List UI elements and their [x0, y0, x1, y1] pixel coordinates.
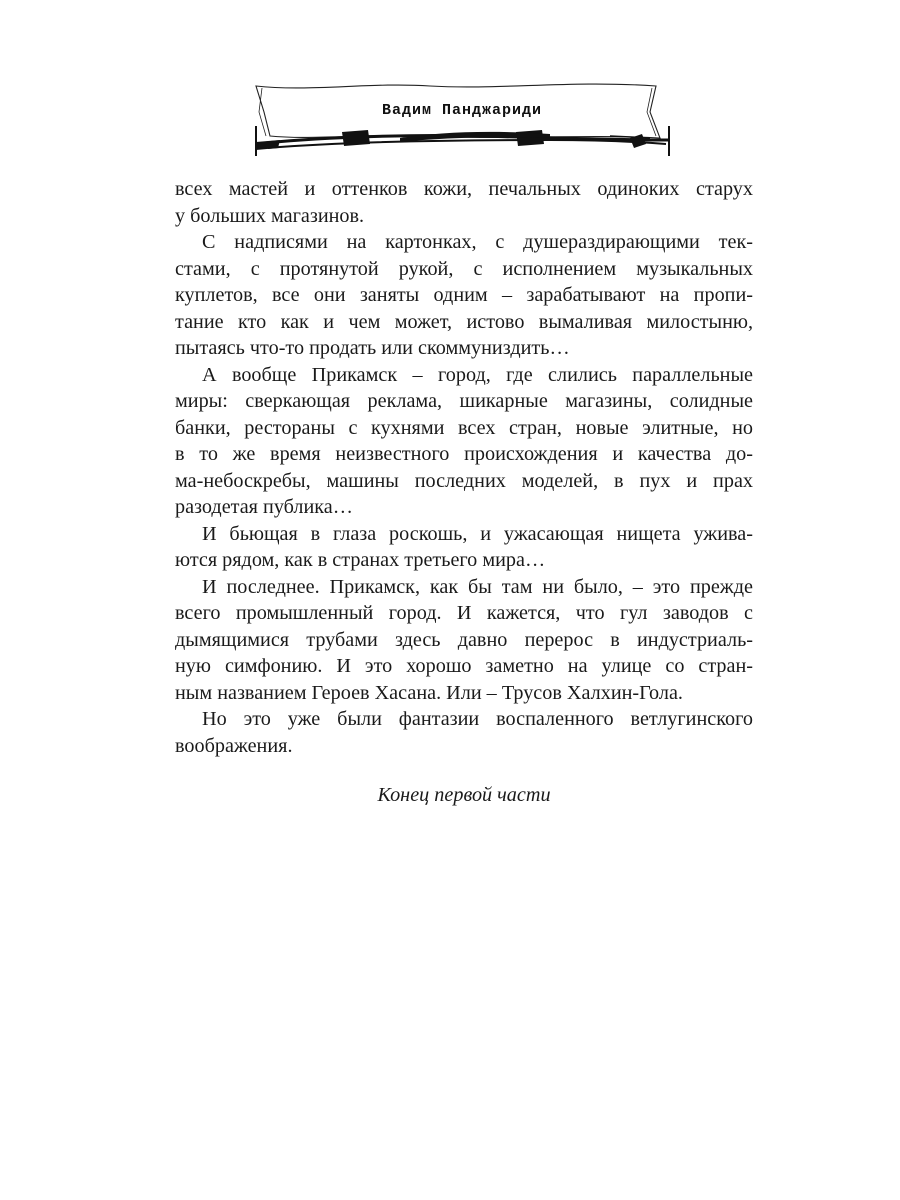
text-line: пытаясь что-то продать или скоммуниздить… [175, 337, 570, 359]
author-name: Вадим Панджариди [381, 102, 543, 119]
running-header [250, 78, 674, 160]
text-line: всех мастей и оттенков кожи, печальных одиноких старух [175, 178, 753, 200]
text-line: воображения. [175, 734, 293, 757]
text-line: дымящимися трубами здесь давно перерос в индустриаль- [175, 628, 753, 651]
text-line: А вообще Прикамск – город, где слились параллельные [202, 363, 753, 386]
text-line: ную симфонию. И это хорошо заметно на улице со стран- [175, 655, 753, 677]
text-line: тание кто как и чем может, истово вымаливая милостыню, [175, 310, 753, 333]
part-ending: Конец первой части [377, 784, 551, 806]
text-line: ным названием Героев Хасана. Или – Трусов Халхин-Гола. [175, 681, 683, 704]
text-line: ются рядом, как в странах третьего мира… [175, 549, 546, 571]
text-line: куплетов, все они заняты одним – зарабатывают на пропи- [175, 284, 753, 306]
body-text [175, 176, 753, 759]
text-line: миры: сверкающая реклама, шикарные магазины, солидные [175, 390, 753, 412]
text-line: стами, с протянутой рукой, с исполнением музыкальных [175, 257, 753, 280]
text-line: разодетая публика… [175, 496, 353, 518]
text-line: в то же время неизвестного происхождения и качества до- [175, 443, 753, 465]
text-line: Но это уже были фантазии воспаленного ветлугинского [202, 708, 753, 730]
text-line: у больших магазинов. [175, 204, 365, 227]
text-line: банки, рестораны с кухнями всех стран, новые элитные, но [175, 416, 753, 439]
text-line: И последнее. Прикамск, как бы там ни было, – это прежде [202, 575, 753, 598]
text-line: всего промышленный город. И кажется, что гул заводов с [175, 602, 753, 624]
text-line: И бьющая в глаза роскошь, и ужасающая нищета ужива- [202, 522, 753, 545]
text-line: С надписями на картонках, с душераздирающими тек- [202, 231, 753, 253]
header-ornament [250, 78, 674, 160]
text-line: ма-небоскребы, машины последних моделей, в пух и прах [175, 469, 753, 492]
